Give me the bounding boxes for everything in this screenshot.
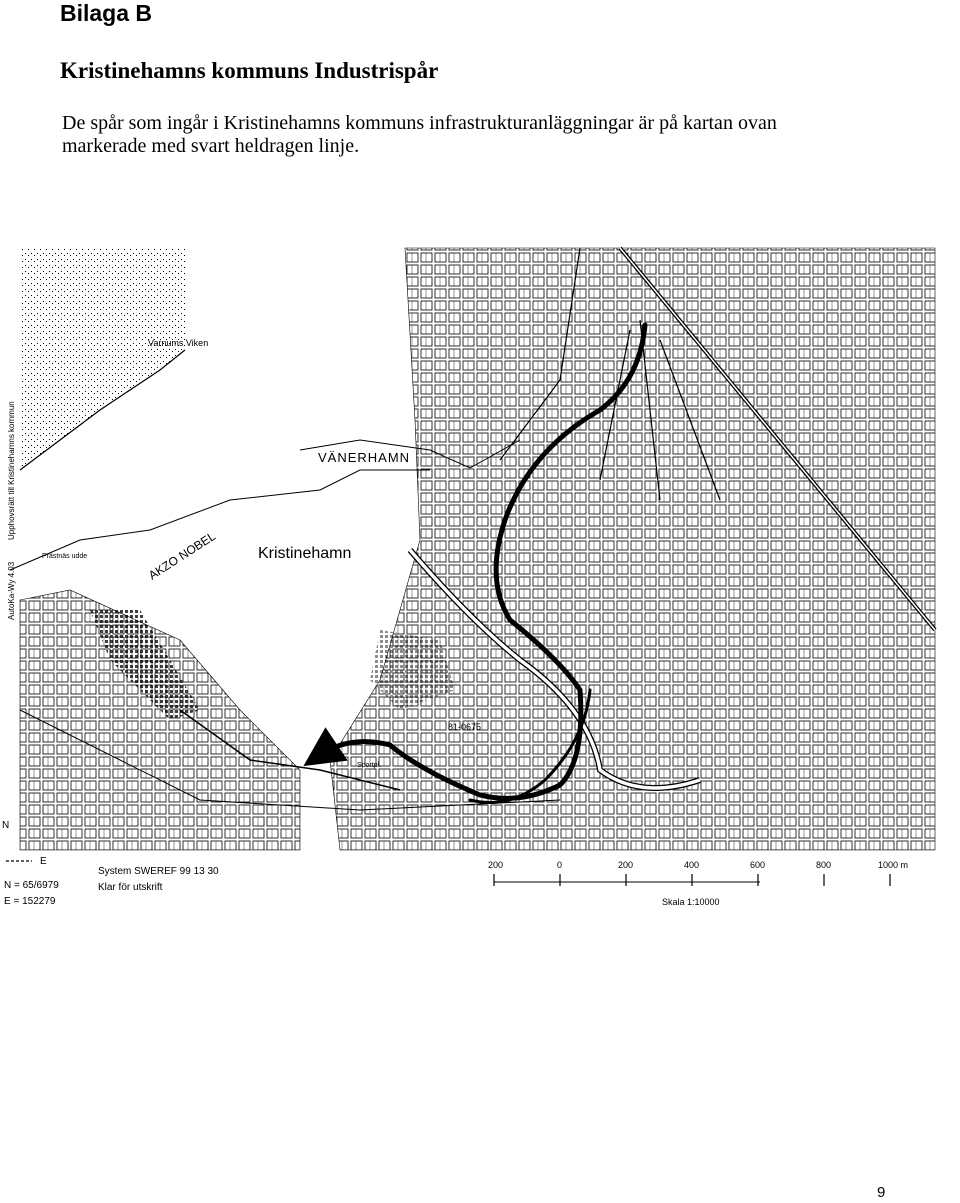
scale-tick: 600: [750, 860, 766, 870]
map-copyright-note: Upphovsrätt till Kristinehamns kommun: [7, 401, 16, 540]
town-area: [330, 248, 935, 850]
appendix-label: Bilaga B: [60, 0, 153, 26]
coord-east: E = 152279: [4, 896, 56, 907]
map-figure: [0, 240, 960, 920]
map-label-bay: Varnums Viken: [148, 338, 209, 348]
east-arrow-label: E: [40, 856, 47, 867]
industrial-area: [20, 590, 300, 850]
map-label-kristinehamn: Kristinehamn: [258, 545, 352, 562]
system-label: System SWEREF 99 13 30: [98, 866, 219, 877]
map-label-vanerhamn: VÄNERHAMN: [318, 450, 411, 465]
page-number: 9: [877, 1184, 886, 1201]
map-label-cape: Prästnäs udde: [42, 553, 88, 560]
map-label-sport: Sportpl.: [357, 762, 382, 769]
scale-bar: [488, 860, 908, 907]
scale-tick: 400: [684, 860, 700, 870]
map-label-akzo-nobel: AKZO NOBEL: [146, 529, 218, 583]
scale-tick: 1000 m: [878, 860, 909, 870]
print-ready-label: Klar för utskrift: [98, 882, 163, 893]
page-title: Kristinehamns kommuns Industrispår: [60, 58, 439, 83]
scale-tick: 800: [816, 860, 832, 870]
coord-north: N = 65/6979: [4, 880, 59, 891]
map-printer-note: AutoKa-Wy 4.03: [7, 561, 16, 620]
scale-caption: Skala 1:10000: [662, 897, 720, 907]
north-arrow-label: N: [2, 820, 10, 831]
description-text: De spår som ingår i Kristinehamns kommuns infrastrukturanläggningar är på kartan ovan markerade med svart heldragen linje.: [62, 112, 777, 157]
scale-tick: 200: [488, 860, 504, 870]
lake-area: [20, 248, 185, 470]
map-label-track: 81-0675: [448, 722, 482, 732]
scale-tick: 0: [557, 860, 563, 870]
scale-tick: 200: [618, 860, 634, 870]
